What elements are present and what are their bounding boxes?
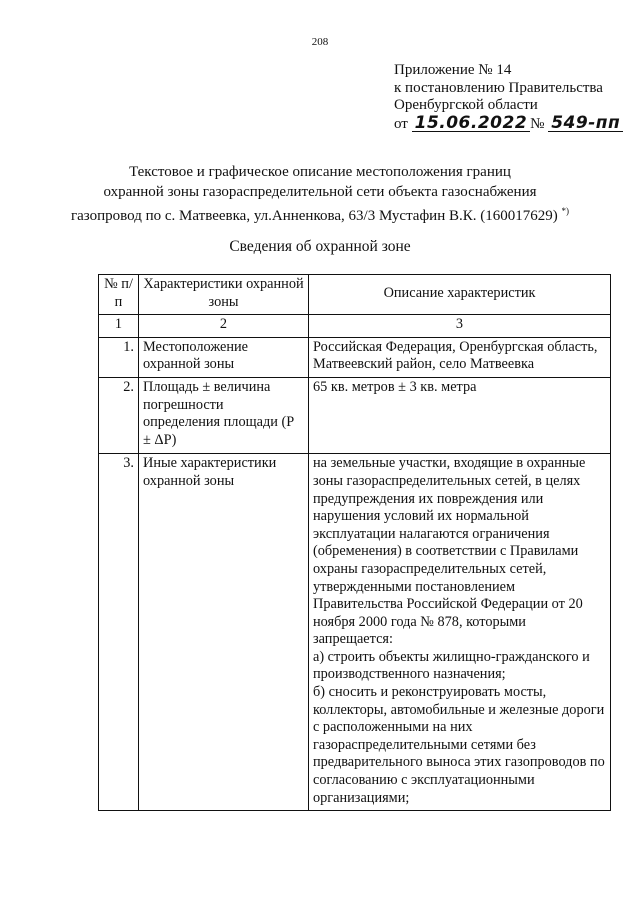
index-cell: 1 — [99, 315, 139, 338]
section-subtitle: Сведения об охранной зоне — [229, 238, 411, 255]
row-characteristic: Площадь ± величина погрешности определения площади (P ± ΔP) — [139, 377, 309, 453]
protection-zone-table — [98, 274, 611, 811]
title-line-3-text: газопровод по с. Матвеевка, ул.Анненкова, 63/3 Мустафин В.К. (160017629) — [71, 208, 558, 224]
title-line-2: охранной зоны газораспределительной сети объекта газоснабжения — [103, 183, 537, 200]
footnote-mark: *) — [561, 206, 569, 216]
row-characteristic: Иные характеристики охранной зоны — [139, 454, 309, 811]
handwritten-date: 15.06.2022 — [412, 115, 531, 132]
row-characteristic: Местоположение охранной зоны — [139, 337, 309, 377]
row-description: Российская Федерация, Оренбургская область, Матвеевский район, село Матвеевка — [309, 337, 611, 377]
appendix-block — [394, 62, 623, 133]
appendix-title: Приложение № 14 — [394, 62, 512, 78]
title-line-3 — [40, 202, 600, 227]
appendix-date-line — [394, 112, 623, 134]
row-description: 65 кв. метров ± 3 кв. метра — [309, 377, 611, 453]
restriction-item-b: б) сносить и реконструировать мосты, коллекторы, автомобильные и железные дороги с расположенными на них газораспределительными сетями без предварительного выноса этих газопроводов по согласованию с эксплуатационными организациями; — [313, 684, 605, 806]
row-description: на земельные участки, входящие в охранные зоны газораспределительных сетей, в целях предупреждения их повреждения или нарушения условий их нормальной эксплуатации налагаются ограничения (обременения) в соответствии с Правилами охраны газораспределительных сетей, утвержденными постановлением Правительства Российской Федерации от 20 ноября 2000 года № 878, которыми запрещается: — [313, 455, 586, 648]
number-prefix: № — [530, 115, 545, 132]
table-header-row — [99, 275, 611, 315]
appendix-resolution: к постановлению Правительства — [394, 79, 603, 96]
title-line-1: Текстовое и графическое описание местоположения границ — [129, 164, 511, 180]
handwritten-number: 549-пп — [548, 115, 623, 132]
row-number: 1. — [99, 337, 139, 377]
table-row — [99, 454, 611, 811]
table-row — [99, 337, 611, 377]
index-cell: 3 — [309, 315, 611, 338]
index-cell: 2 — [139, 315, 309, 338]
row-description-cell — [309, 454, 611, 811]
header-number: № п/п — [99, 275, 139, 315]
restriction-item-a: а) строить объекты жилищно-гражданского и производственного назначения; — [313, 648, 590, 683]
table-index-row — [99, 315, 611, 338]
document-title — [40, 163, 600, 227]
page-number: 208 — [311, 36, 329, 48]
header-characteristic: Характеристики охранной зоны — [139, 275, 309, 315]
date-prefix: от — [394, 115, 408, 132]
row-number: 3. — [99, 454, 139, 811]
header-description: Описание характеристик — [309, 275, 611, 315]
row-number: 2. — [99, 377, 139, 453]
appendix-region: Оренбургской области — [394, 97, 538, 113]
table-row — [99, 377, 611, 453]
